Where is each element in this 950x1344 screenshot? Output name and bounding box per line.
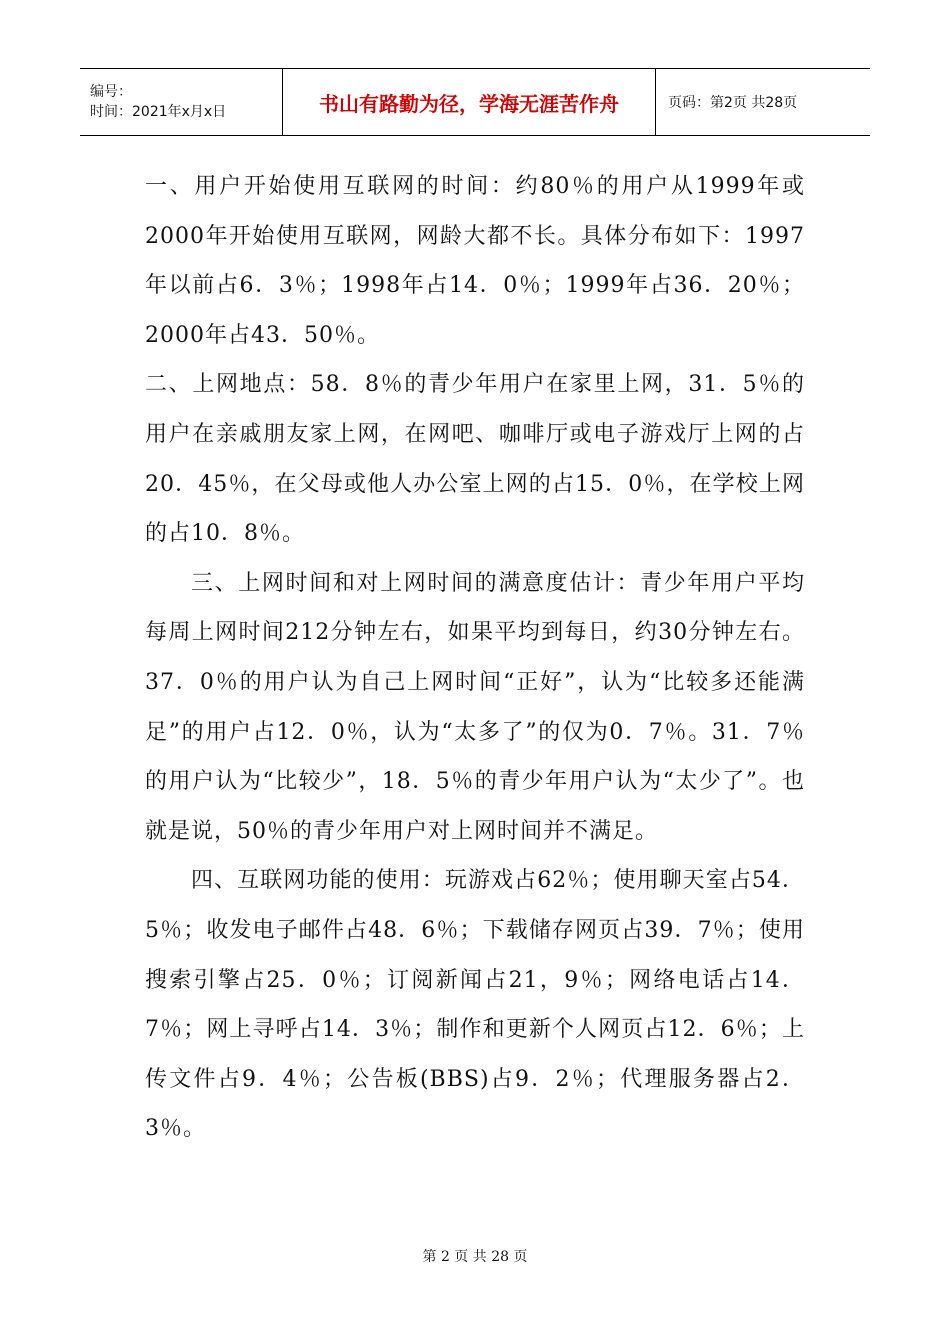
document-body — [145, 162, 805, 1154]
header-meta — [80, 69, 283, 135]
paragraph-time-satisfaction: 三、上网时间和对上网时间的满意度估计：青少年用户平均每周上网时间212分钟左右，如果平均到每日，约30分钟左右。37．0％的用户认为自己上网时间“正好”，认为“比较多还能满足”的用户占12．0％，认为“太多了”的仅为0．7％。31．7％的用户认为“比较少”，18．5％的青少年用户认为“太少了”。也就是说，50％的青少年用户对上网时间并不满足。 — [145, 570, 805, 844]
header-motto-cell — [283, 69, 656, 135]
header-motto: 书山有路勤为径，学海无涯苦作舟 — [319, 91, 619, 116]
header-page-cell — [656, 69, 870, 135]
document-number-label: 编号： — [90, 84, 132, 100]
header-page-info: 页码：第2页 共28页 — [668, 95, 798, 111]
document-time-label: 时间：2021年x月x日 — [90, 104, 227, 120]
page-footer — [0, 1246, 950, 1266]
paragraph-location: 二、上网地点：58．8％的青少年用户在家里上网，31．5％的用户在亲戚朋友家上网，在网吧、咖啡厅或电子游戏厅上网的占20．45％，在父母或他人办公室上网的占15．0％，在学校上网的占10．8％。 — [145, 372, 805, 547]
page-header — [80, 68, 870, 136]
paragraph-function-usage: 四、互联网功能的使用：玩游戏占62％；使用聊天室占54．5％；收发电子邮件占48．6％；下载储存网页占39．7％；使用搜索引擎占25．0％；订阅新闻占21，9％；网络电话占14．7％；网上寻呼占14．3％；制作和更新个人网页占12．6％；上传文件占9．4％；公告板(BBS)占9．2％；代理服务器占2．3％。 — [145, 868, 805, 1142]
paragraph-usage-start: 一、用户开始使用互联网的时间：约80％的用户从1999年或2000年开始使用互联网，网龄大都不长。具体分布如下：1997年以前占6．3％；1998年占14．0％；1999年占36．20％；2000年占43．50％。 — [145, 174, 805, 348]
footer-page-number: 第 2 页 共 28 页 — [422, 1249, 528, 1265]
